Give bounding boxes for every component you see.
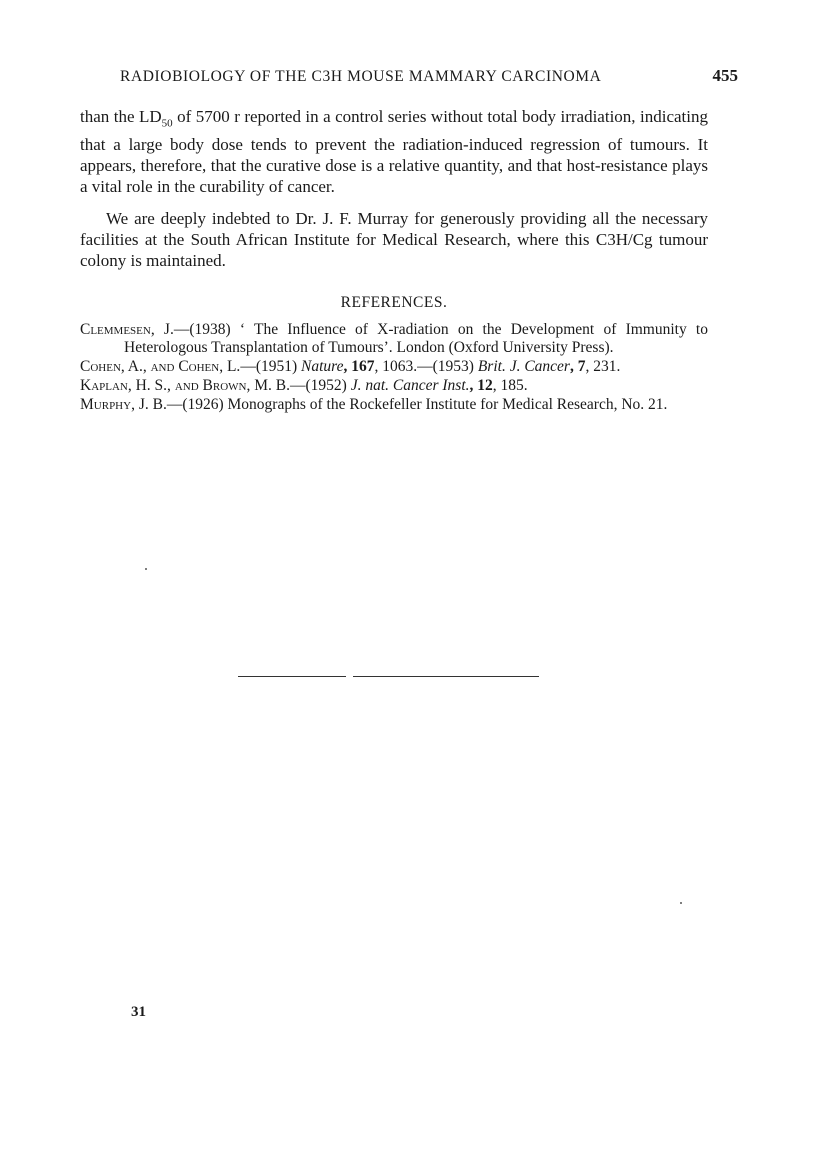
ref-text: , 185.	[492, 377, 528, 394]
references-list	[80, 321, 708, 415]
ref-text: , 1063.—(1953)	[374, 358, 478, 375]
ref-text: —(1952)	[289, 377, 351, 394]
ref-and: and	[170, 377, 203, 394]
ref-text: —(1926) Monographs of the Rockefeller Institute for Medical Research, No. 21.	[166, 396, 668, 413]
paragraph-text: of 5700 r reported in a control series without total body irradiation, indicating that a large body dose tends to prevent the radiation-induced regression of tumours. It appears, therefore, that the curative dose is a relative quantity, and that host-resistance plays a vital role in the curability of cancer.	[80, 107, 708, 197]
references-heading: REFERENCES.	[340, 294, 448, 311]
ref-volume: , 7	[569, 358, 586, 375]
paragraph-text: than the LD	[80, 107, 162, 126]
ref-journal: J. nat. Cancer Inst.	[350, 377, 470, 394]
ld-subscript: 50	[161, 117, 173, 130]
speck-mark	[145, 568, 147, 570]
ref-journal: Brit. J. Cancer	[477, 358, 570, 375]
end-rule-right	[353, 676, 539, 677]
signature-folio: 31	[131, 1004, 146, 1020]
ref-text: —(1938) ‘ The Influence of X-radiation on the Development of Immunity to Heterologous Transplantation of Tumours’. London (Oxford University Press).	[124, 321, 708, 356]
reference-item	[80, 321, 708, 357]
ref-journal: Nature	[301, 358, 344, 375]
ref-author: Cohen, L.	[178, 358, 241, 375]
reference-item	[80, 358, 708, 376]
end-rule-left	[238, 676, 346, 677]
ref-author: Brown, M. B.	[202, 377, 290, 394]
ref-text: —(1951)	[240, 358, 302, 375]
ref-volume: , 167	[343, 358, 375, 375]
reference-item	[80, 377, 708, 395]
speck-mark	[680, 902, 682, 904]
running-header	[80, 68, 738, 92]
page-number: 455	[712, 66, 738, 85]
ref-author: Kaplan, H. S.,	[80, 377, 171, 394]
ref-author: Cohen, A.,	[80, 358, 147, 375]
ref-volume: , 12	[469, 377, 493, 394]
running-title: RADIOBIOLOGY OF THE C3H MOUSE MAMMARY CARCINOMA	[120, 68, 602, 85]
reference-item	[80, 396, 708, 414]
paragraph-acknowledgement: We are deeply indebted to Dr. J. F. Murray for generously providing all the necessary facilities at the South African Institute for Medical Research, where this C3H/Cg tumour colony is maintained.	[80, 209, 708, 270]
ref-text: , 231.	[585, 358, 621, 375]
ref-author: Murphy, J. B.	[80, 396, 167, 413]
paragraph-conclusion	[80, 106, 708, 197]
ref-author: Clemmesen, J.	[80, 321, 174, 338]
ref-and: and	[146, 358, 179, 375]
